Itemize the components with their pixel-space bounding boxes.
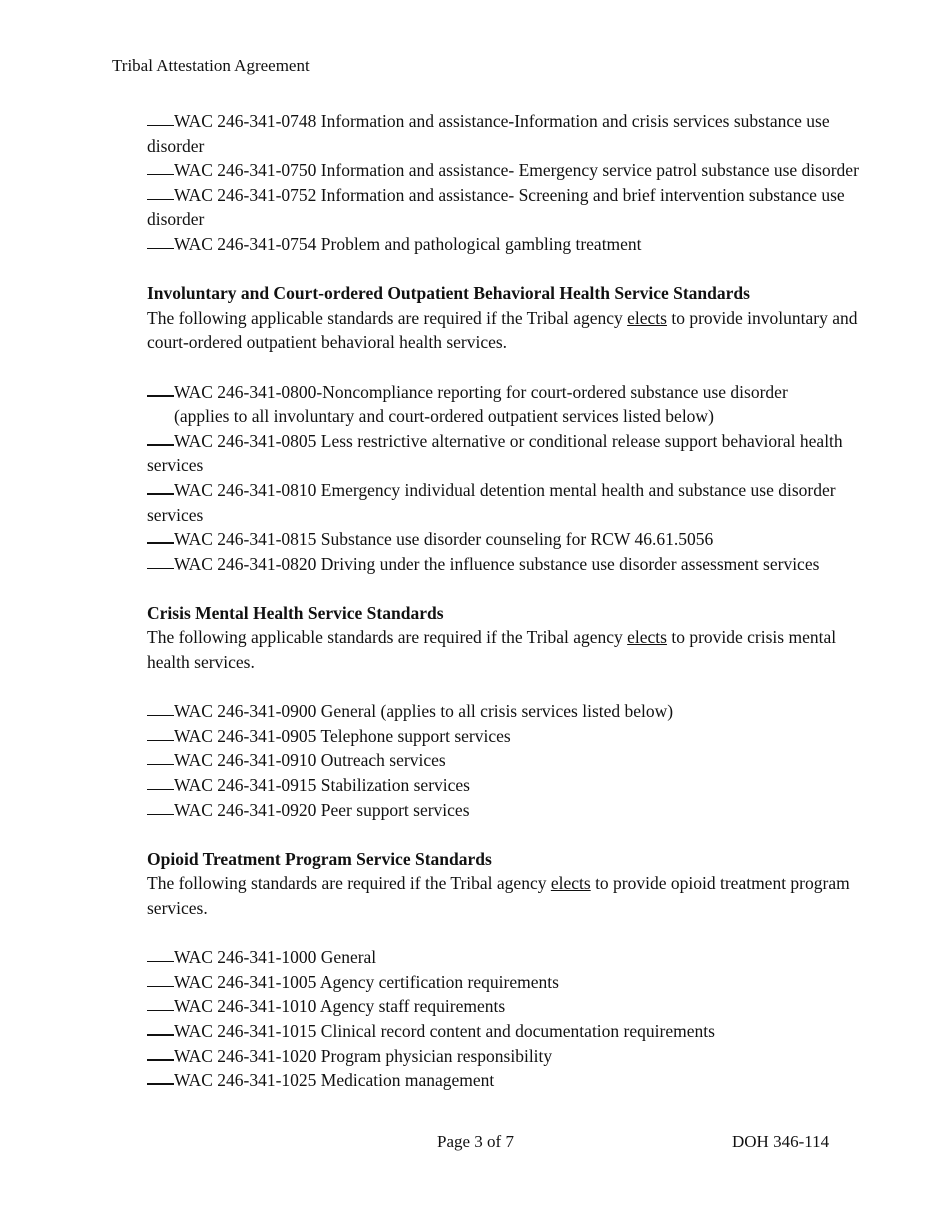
checklist-item: WAC 246-341-0910 Outreach services: [147, 748, 877, 773]
checkbox-blank[interactable]: [147, 173, 174, 175]
checkbox-blank[interactable]: [147, 763, 174, 765]
checkbox-blank[interactable]: [147, 443, 174, 446]
checkbox-blank[interactable]: [147, 739, 174, 741]
section-crisis-mental-health: [147, 601, 877, 822]
checkbox-blank[interactable]: [147, 813, 174, 815]
checkbox-blank[interactable]: [147, 714, 174, 716]
checklist-item: WAC 246-341-0820 Driving under the influence substance use disorder assessment services: [147, 552, 877, 577]
checkbox-blank[interactable]: [147, 198, 174, 200]
checkbox-blank[interactable]: [147, 124, 174, 126]
section-intro: The following applicable standards are required if the Tribal agency elects to provide crisis mental health services.: [147, 627, 837, 673]
checklist-item: WAC 246-341-1025 Medication management: [147, 1068, 877, 1093]
checklist-item: WAC 246-341-0815 Substance use disorder counseling for RCW 46.61.5056: [147, 527, 877, 552]
checkbox-blank[interactable]: [147, 788, 174, 790]
checkbox-blank[interactable]: [147, 1033, 174, 1036]
checklist-item: WAC 246-341-1020 Program physician responsibility: [147, 1044, 877, 1069]
checklist-item: WAC 246-341-1000 General: [147, 945, 877, 970]
checkbox-blank[interactable]: [147, 1009, 174, 1011]
section-opioid-treatment: [147, 847, 877, 1093]
document-header: Tribal Attestation Agreement: [112, 56, 310, 75]
checkbox-blank[interactable]: [147, 1058, 174, 1061]
section-heading: Opioid Treatment Program Service Standards: [147, 848, 492, 869]
checkbox-blank[interactable]: [147, 960, 174, 962]
checklist-item: WAC 246-341-0748 Information and assistance-Information and crisis services substance use disorder: [147, 111, 830, 156]
checkbox-blank[interactable]: [147, 1082, 174, 1085]
checkbox-blank[interactable]: [147, 247, 174, 249]
checkbox-blank[interactable]: [147, 567, 174, 569]
checkbox-blank[interactable]: [147, 492, 174, 495]
page-number: Page 3 of 7: [437, 1132, 514, 1151]
checklist-item: WAC 246-341-0920 Peer support services: [147, 798, 877, 823]
checklist-item: WAC 246-341-0905 Telephone support services: [147, 724, 877, 749]
checklist-item: WAC 246-341-1005 Agency certification requirements: [147, 970, 877, 995]
checklist-item: WAC 246-341-0752 Information and assistance- Screening and brief intervention substance use disorder: [147, 184, 845, 230]
checklist-item: WAC 246-341-0750 Information and assistance- Emergency service patrol substance use disorder: [147, 158, 877, 183]
section-substance-use-info: [147, 109, 877, 257]
checkbox-blank[interactable]: [147, 541, 174, 544]
section-involuntary-court-ordered: [147, 281, 877, 576]
checklist-item: WAC 246-341-0805 Less restrictive alternative or conditional release support behavioral health services: [147, 430, 843, 476]
document-body: [147, 109, 877, 1093]
section-heading: Crisis Mental Health Service Standards: [147, 602, 444, 623]
checklist-item-continuation: (applies to all involuntary and court-ordered outpatient services listed below): [174, 406, 714, 427]
checkbox-blank[interactable]: [147, 394, 174, 397]
checklist-item: WAC 246-341-0915 Stabilization services: [147, 773, 877, 798]
checklist-item: WAC 246-341-1015 Clinical record content and documentation requirements: [147, 1019, 877, 1044]
checkbox-blank[interactable]: [147, 985, 174, 987]
section-intro: The following applicable standards are required if the Tribal agency elects to provide involuntary and court-ordered outpatient behavioral health services.: [147, 307, 858, 353]
checklist-item: WAC 246-341-0800-Noncompliance reporting for court-ordered substance use disorder: [147, 380, 877, 405]
checklist-item: WAC 246-341-0810 Emergency individual detention mental health and substance use disorder services: [147, 479, 836, 525]
checklist-item: WAC 246-341-0900 General (applies to all crisis services listed below): [147, 699, 877, 724]
section-heading: Involuntary and Court-ordered Outpatient Behavioral Health Service Standards: [147, 283, 750, 304]
checklist-item: WAC 246-341-1010 Agency staff requirements: [147, 994, 877, 1019]
document-id: DOH 346-114: [732, 1132, 830, 1151]
section-intro: The following standards are required if the Tribal agency elects to provide opioid treatment program services.: [147, 873, 850, 918]
checklist-item: WAC 246-341-0754 Problem and pathological gambling treatment: [147, 232, 877, 257]
